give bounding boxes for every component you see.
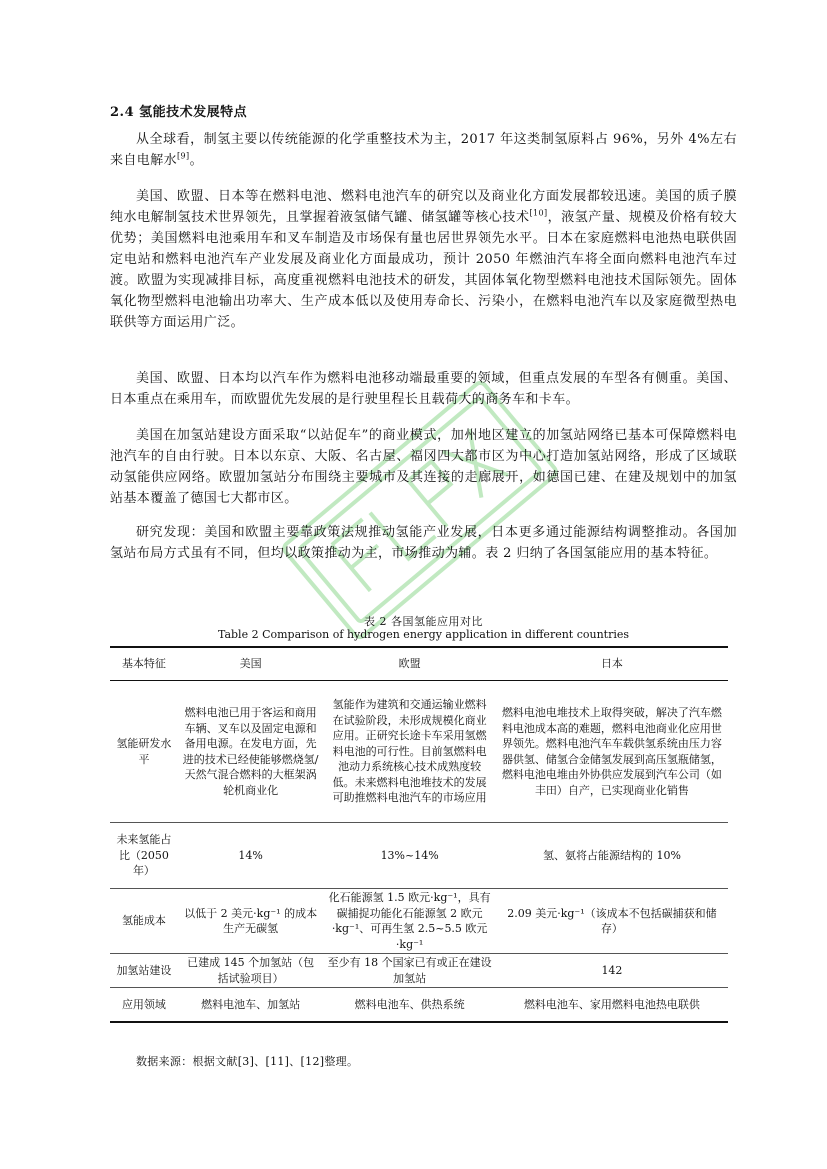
paragraph-4: 美国在加氢站建设方面采取“以站促车”的商业模式，加州地区建立的加氢站网络已基本可保障燃料电池汽车的自由行驶。日本以东京、大阪、名古屋、福冈四大都市区为中心打造加氢站网络，形成了区域联动氢能供应网络。欧盟加氢站分布围绕主要城市及其连接的走廊展开，如德国已建、在建及规划中的加氢站基本覆盖了德国七大都市区。 bbox=[110, 428, 737, 506]
row-label: 氢能研发水平 bbox=[110, 681, 178, 823]
cell-eu: 氢能作为建筑和交通运输业燃料在试验阶段，未形成规模化商业应用。正研究长途卡车采用氢燃料电池的可行性。目前氢燃料电池动力系统核心技术成熟度较低。未来燃料电池堆技术的发展可助推燃料电池汽车的市场应用 bbox=[323, 681, 496, 823]
cell-usa: 以低于 2 美元·kg⁻¹ 的成本生产无碳氢 bbox=[178, 889, 323, 954]
section-title: 2.4 氢能技术发展特点 bbox=[110, 105, 248, 120]
cell-japan: 2.09 美元·kg⁻¹（该成本不包括碳捕获和储存） bbox=[496, 889, 728, 954]
comparison-table bbox=[110, 646, 728, 1023]
paragraph-2-text-b: ，液氢产量、规模及价格有较大优势；美国燃料电池乘用车和叉车制造及市场保有量也居世界领先水平。日本在家庭燃料电池热电联供固定电站和燃料电池汽车产业发展及商业化方面最成功，预计 2050 年燃油汽车将全面向燃料电池汽车过渡。欧盟为实现减排目标，高度重视燃料电池技术的研发，其固体氧化物型燃料电池技术国际领先。固体氧化物型燃料电池输出功率大、生产成本低以及使用寿命长、污染小，在燃料电池汽车以及家庭微型热电联供等方面运用广泛。 bbox=[110, 210, 737, 330]
cell-eu: 化石能源氢 1.5 欧元·kg⁻¹，具有碳捕捉功能化石能源氢 2 欧元·kg⁻¹、可再生氢 2.5~5.5 欧元·kg⁻¹ bbox=[323, 889, 496, 954]
table-row bbox=[110, 954, 728, 988]
cell-usa: 燃料电池车、加氢站 bbox=[178, 988, 323, 1022]
row-label: 氢能成本 bbox=[110, 889, 178, 954]
table-row bbox=[110, 889, 728, 954]
table-caption-en: Table 2 Comparison of hydrogen energy application in different countries bbox=[217, 628, 630, 641]
cell-japan: 氢、氨将占能源结构的 10% bbox=[496, 823, 728, 889]
header-feature: 基本特征 bbox=[110, 647, 178, 681]
header-japan: 日本 bbox=[496, 647, 728, 681]
paragraph-2 bbox=[110, 186, 737, 333]
row-label: 未来氢能占比（2050年） bbox=[110, 823, 178, 889]
table-row bbox=[110, 823, 728, 889]
cell-usa: 14% bbox=[178, 823, 323, 889]
row-label: 应用领域 bbox=[110, 988, 178, 1022]
table-row bbox=[110, 988, 728, 1022]
table-row bbox=[110, 681, 728, 823]
cell-usa: 已建成 145 个加氢站（包括试验项目） bbox=[178, 954, 323, 988]
header-eu: 欧盟 bbox=[323, 647, 496, 681]
paragraph-1 bbox=[110, 129, 737, 171]
citation-9: [9] bbox=[177, 151, 190, 161]
citation-10: [10] bbox=[529, 208, 548, 218]
cell-japan: 燃料电池电堆技术上取得突破，解决了汽车燃料电池成本高的难题，燃料电池商业化应用世界领先。燃料电池汽车车载供氢系统由压力容器供氢、储氢合金储氢发展到高压氢瓶储氢，燃料电池电堆由外协供应发展到汽车公司（如丰田）自产，已实现商业化销售 bbox=[496, 681, 728, 823]
cell-japan: 燃料电池车、家用燃料电池热电联供 bbox=[496, 988, 728, 1022]
paragraph-1-end: 。 bbox=[189, 153, 203, 168]
cell-eu: 至少有 18 个国家已有或正在建设加氢站 bbox=[323, 954, 496, 988]
cell-japan: 142 bbox=[496, 954, 728, 988]
table-caption-cn: 表 2 各国氢能应用对比 bbox=[364, 615, 483, 628]
cell-eu: 13%~14% bbox=[323, 823, 496, 889]
table-header-row bbox=[110, 647, 728, 681]
cell-usa: 燃料电池已用于客运和商用车辆、叉车以及固定电源和备用电源。在发电方面，先进的技术已经使能够燃烧氢/天然气混合燃料的大框架涡轮机商业化 bbox=[178, 681, 323, 823]
cell-eu: 燃料电池车、供热系统 bbox=[323, 988, 496, 1022]
paragraph-3: 美国、欧盟、日本均以汽车作为燃料电池移动端最重要的领域，但重点发展的车型各有侧重。美国、日本重点在乘用车，而欧盟优先发展的是行驶里程长且载荷大的商务车和卡车。 bbox=[110, 371, 737, 407]
header-usa: 美国 bbox=[178, 647, 323, 681]
table-source-note: 数据来源：根据文献[3]、[11]、[12]整理。 bbox=[136, 1055, 359, 1068]
paragraph-5: 研究发现：美国和欧盟主要靠政策法规推动氢能产业发展，日本更多通过能源结构调整推动。各国加氢站布局方式虽有不同，但均以政策推动为主，市场推动为辅。表 2 归纳了各国氢能应用的基本特征。 bbox=[110, 525, 737, 561]
paragraph-1-text: 从全球看，制氢主要以传统能源的化学重整技术为主，2017 年这类制氢原料占 96%，另外 4%左右来自电解水 bbox=[110, 132, 737, 168]
row-label: 加氢站建设 bbox=[110, 954, 178, 988]
paragraph-2-text-a: 美国、欧盟、日本等在燃料电池、燃料电池汽车的研究以及商业化方面发展都较迅速。美国的质子膜纯水电解制氢技术世界领先，且掌握着液氢储气罐、储氢罐等核心技术 bbox=[110, 189, 737, 225]
